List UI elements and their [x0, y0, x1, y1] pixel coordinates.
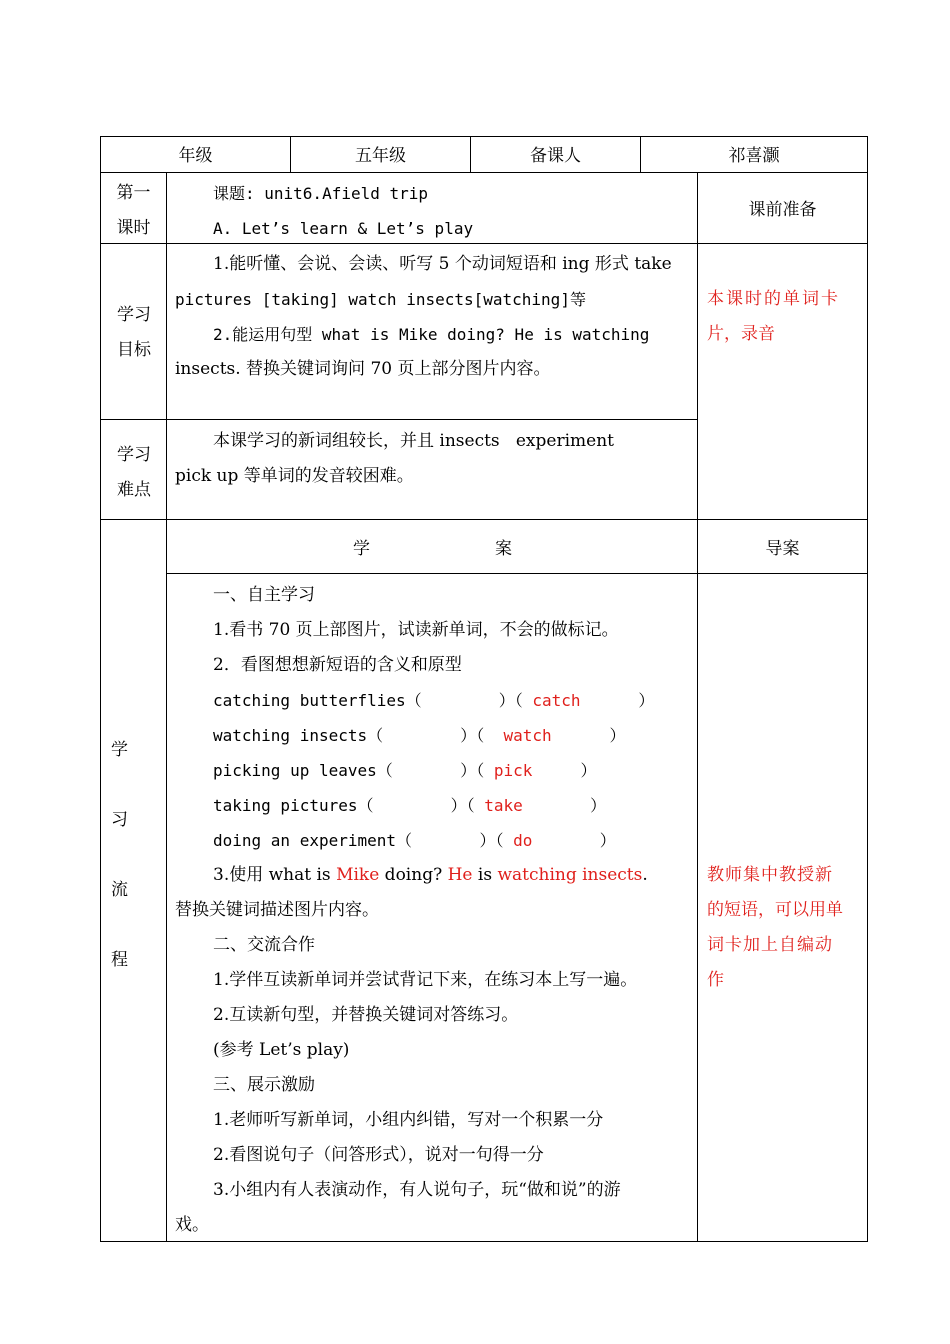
- goals-label-line2: 目标: [117, 340, 151, 360]
- guide-note-line3: 词卡加上自编动: [707, 935, 833, 955]
- period-label-line1: 第一: [116, 183, 151, 203]
- preparer-value: 祁喜灏: [728, 146, 780, 166]
- blank-meaning: （ ）（: [357, 796, 485, 815]
- phrase-answer: do: [513, 831, 533, 850]
- guide-note-line1: 教师集中教授新: [707, 865, 833, 885]
- blank-close: ）: [580, 691, 655, 710]
- flow-label-char-4: 程: [111, 950, 128, 970]
- table-border-top: [100, 136, 868, 137]
- phrase-row: [213, 683, 654, 718]
- blank-close: ）: [532, 831, 616, 850]
- phrase-text: picking up leaves: [213, 761, 377, 780]
- section-3-item-2: 2.看图说句子（问答形式），说对一句得一分: [213, 1145, 544, 1165]
- grade-value: 五年级: [355, 146, 406, 166]
- difficulty-label-line2: 难点: [117, 480, 151, 500]
- col-divider-label: [166, 172, 167, 1242]
- blank-meaning: （ ）（: [396, 831, 514, 850]
- phrase-row: [213, 788, 606, 823]
- goal-line-3: 2.能运用句型 what is Mike doing? He is watching: [213, 325, 650, 344]
- prep-materials-line2: 片，录音: [707, 324, 775, 344]
- phrase-text: doing an experiment: [213, 831, 397, 850]
- section-2-item-2: 2.互读新句型，并替换关键词对答练习。: [213, 1005, 519, 1025]
- phrase-text: taking pictures: [213, 796, 358, 815]
- table-border-bottom: [100, 1241, 868, 1242]
- flow-label-char-3: 流: [111, 880, 128, 900]
- xuean-header-char-2: 案: [495, 539, 512, 559]
- difficulty-label-line1: 学习: [117, 445, 151, 465]
- item3-keyword-he: He: [447, 865, 473, 885]
- section-3-item-1: 1.老师听写新单词，小组内纠错，写对一个积累一分: [213, 1110, 604, 1130]
- goals-label-line1: 学习: [117, 305, 151, 325]
- section-1-title: 一、自主学习: [213, 585, 315, 605]
- phrase-answer: catch: [532, 691, 581, 710]
- section-2-title: 二、交流合作: [213, 935, 315, 955]
- section-3-title: 三、展示激励: [213, 1075, 315, 1095]
- phrase-answer: watch: [503, 726, 552, 745]
- section-3-item-3: 3.小组内有人表演动作，有人说句子，玩“做和说”的游: [213, 1180, 621, 1200]
- item3-keyword-mike: Mike: [336, 865, 380, 885]
- phrase-text: watching insects: [213, 726, 368, 745]
- blank-close: ）: [522, 796, 607, 815]
- blank-meaning: （ ）（: [405, 691, 533, 710]
- table-border-right: [867, 136, 868, 1242]
- blank-close: ）: [551, 726, 626, 745]
- goal-line-2: pictures [taking] watch insects[watching]等: [175, 290, 586, 309]
- row-divider-5: [166, 573, 868, 574]
- difficulty-line-2: pick up 等单词的发音较困难。: [175, 466, 414, 486]
- section-1-item-2: 2．看图想想新短语的含义和原型: [213, 655, 462, 675]
- item3-text-c: is: [472, 865, 498, 885]
- phrase-row: [213, 753, 597, 788]
- item3-keyword-watching: watching insects: [497, 865, 643, 885]
- prep-header: 课前准备: [748, 200, 817, 220]
- goal-line-4: insects. 替换关键词询问 70 页上部分图片内容。: [175, 359, 551, 379]
- section-1-item-3-line2: 替换关键词描述图片内容。: [175, 900, 379, 920]
- blank-meaning: （ ）（: [376, 761, 494, 780]
- grade-label: 年级: [178, 146, 213, 166]
- flow-label-char-1: 学: [111, 740, 128, 760]
- period-label-line2: 课时: [116, 218, 151, 238]
- guide-note-line4: 作: [707, 970, 724, 990]
- section-2-item-3: (参考 Let’s play): [213, 1040, 350, 1060]
- preparer-label: 备课人: [530, 146, 581, 166]
- difficulty-line-1: 本课学习的新词组较长，并且 insects experiment: [213, 431, 614, 451]
- section-3-item-3-line2: 戏。: [175, 1215, 209, 1235]
- lesson-topic: 课题: unit6.Afield trip: [213, 184, 429, 203]
- item3-text-b: doing?: [379, 865, 448, 885]
- section-1-item-1: 1.看书 70 页上部图片，试读新单词，不会的做标记。: [213, 620, 619, 640]
- section-1-item-3: [213, 858, 648, 893]
- xuean-header-char-1: 学: [353, 539, 370, 559]
- row-divider-3: [100, 419, 697, 420]
- phrase-row: [213, 718, 625, 753]
- section-2-item-1: 1.学伴互读新单词并尝试背记下来，在练习本上写一遍。: [213, 970, 638, 990]
- blank-close: ）: [532, 761, 597, 780]
- lesson-part: A. Let’s learn & Let’s play: [213, 219, 474, 238]
- blank-meaning: （ ）（: [367, 726, 504, 745]
- phrase-answer: pick: [493, 761, 533, 780]
- guide-note-line2: 的短语，可以用单: [707, 900, 843, 920]
- col-divider-guide: [697, 172, 698, 1242]
- guide-header: 导案: [765, 539, 800, 559]
- table-border-left: [100, 136, 101, 1242]
- phrase-answer: take: [484, 796, 523, 815]
- prep-materials-line1: 本课时的单词卡: [707, 289, 840, 309]
- item3-text-d: .: [642, 865, 648, 885]
- phrase-text: catching butterflies: [213, 691, 406, 710]
- row-divider-4: [100, 519, 868, 520]
- goal-line-1: 1.能听懂、会说、会读、听写 5 个动词短语和 ing 形式 take: [213, 254, 672, 274]
- flow-label-char-2: 习: [111, 810, 128, 830]
- item3-text-a: 3.使用 what is: [213, 865, 337, 885]
- phrase-row: [213, 823, 616, 858]
